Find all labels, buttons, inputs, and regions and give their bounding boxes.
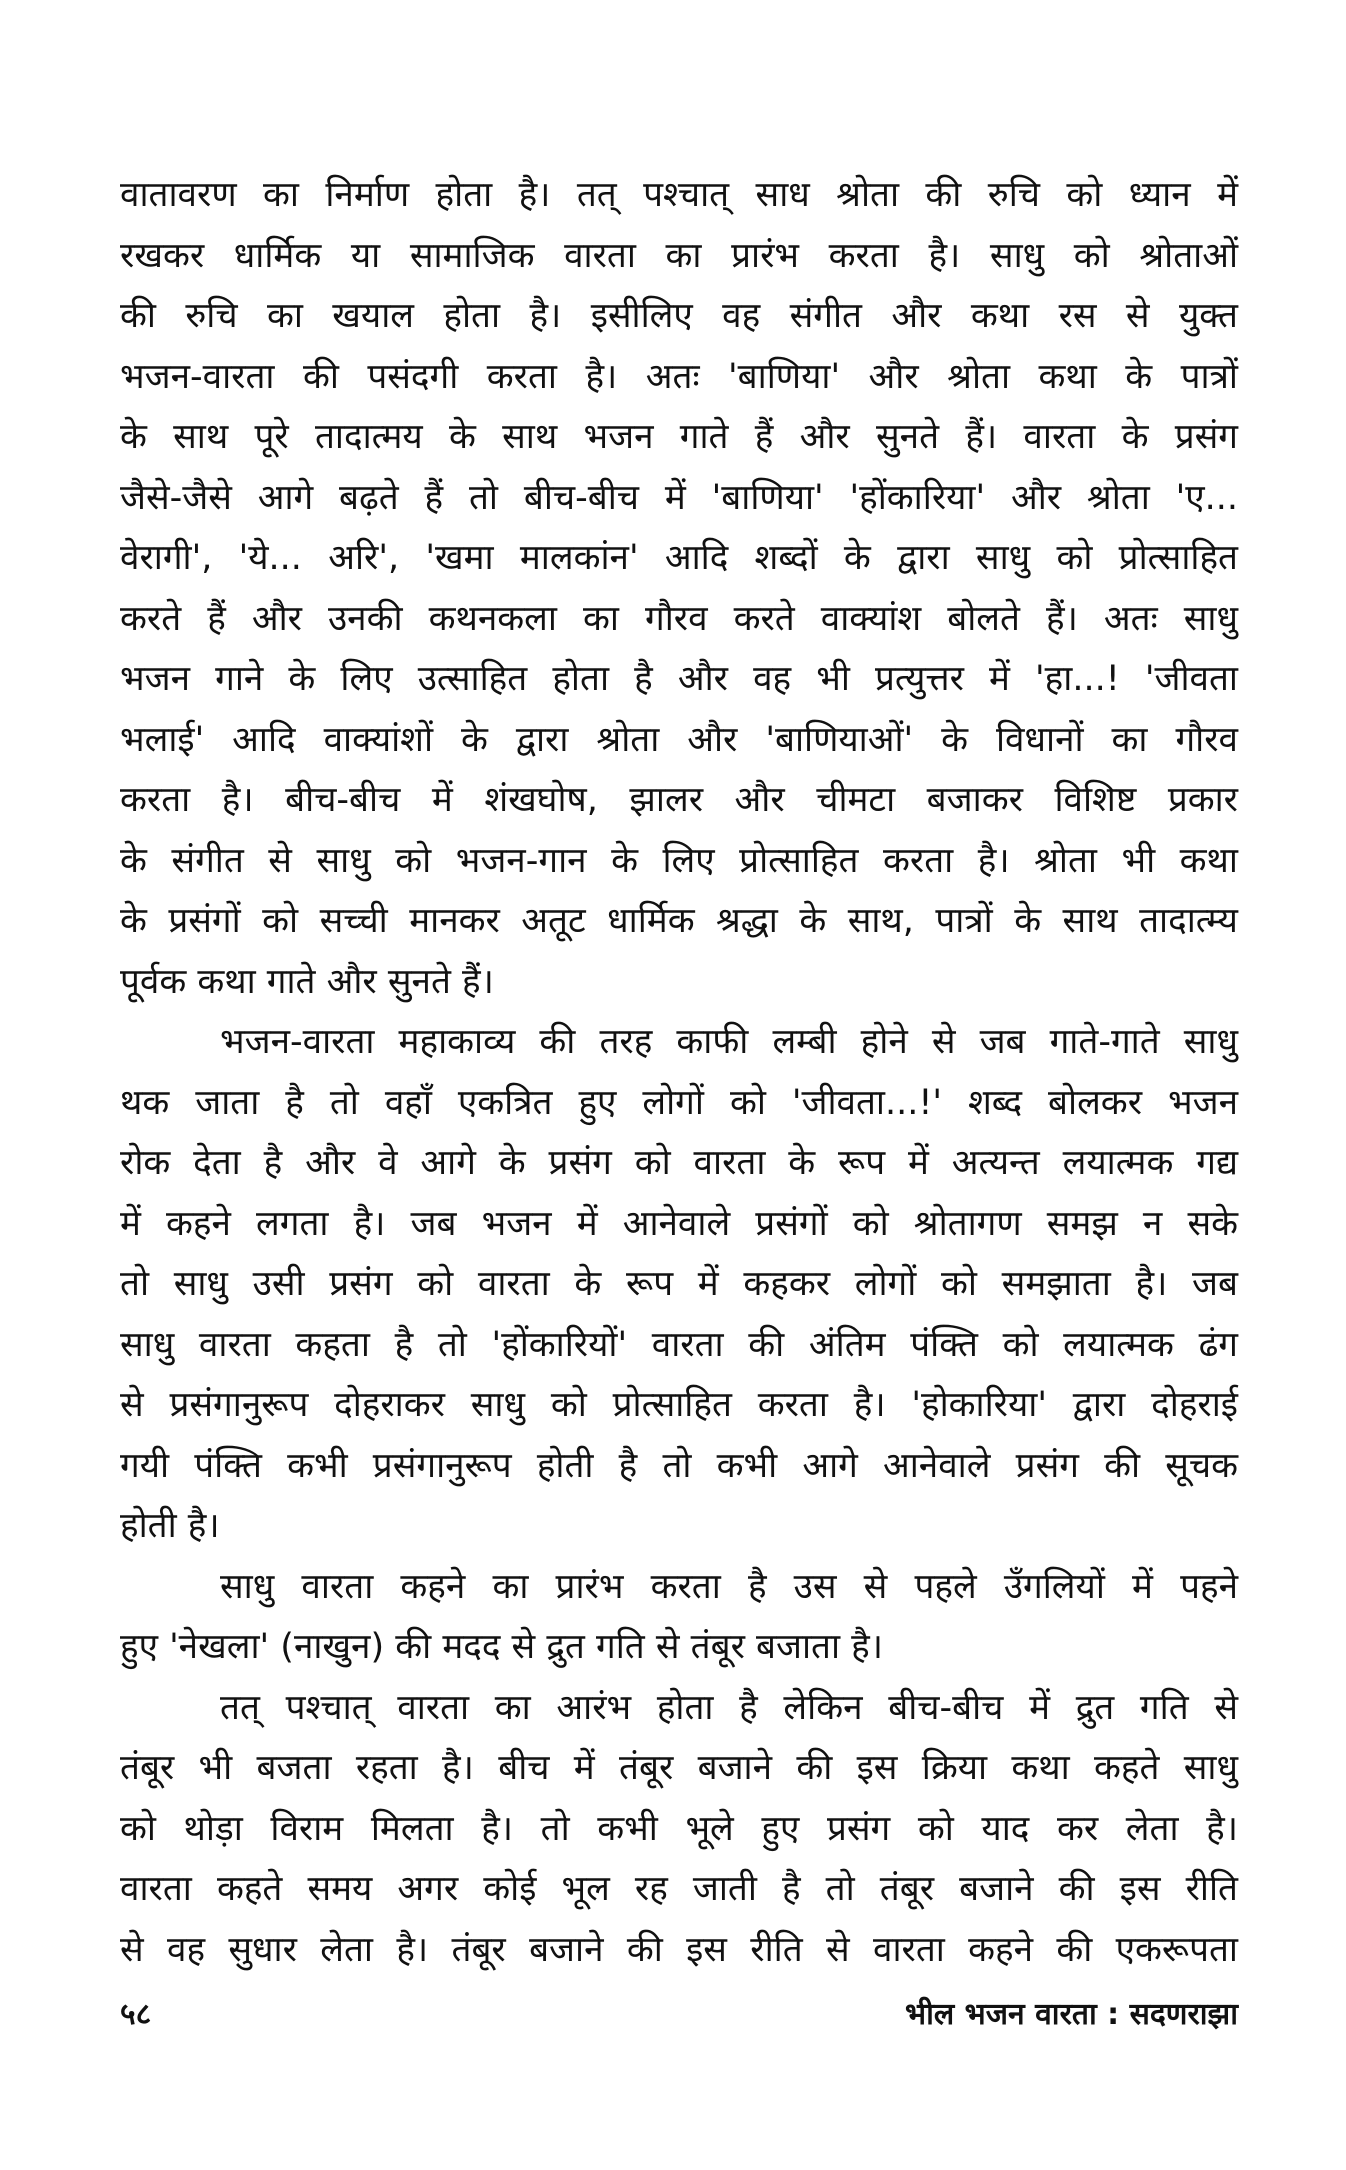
page-footer	[120, 1990, 1238, 2040]
text-line: के साथ पूरे तादात्मय के साथ भजन गाते हैं और सुनते हैं। वारता के प्रसंग	[120, 417, 1238, 457]
page-number: ५८	[120, 1997, 152, 2032]
text-line: की रुचि का खयाल होता है। इसीलिए वह संगीत और कथा रस से युक्त	[120, 296, 1238, 336]
text-line: वातावरण का निर्माण होता है। तत् पश्चात् साध श्रोता की रुचि को ध्यान में	[120, 175, 1238, 215]
text-line: गयी पंक्ति कभी प्रसंगानुरूप होती है तो कभी आगे आनेवाले प्रसंग की सूचक	[120, 1445, 1238, 1486]
text-line: भजन-वारता महाकाव्य की तरह काफी लम्बी होने से जब गाते-गाते साधु	[220, 1022, 1238, 1062]
text-line: तत् पश्चात् वारता का आरंभ होता है लेकिन बीच-बीच में द्रुत गति से	[220, 1687, 1238, 1728]
text-line: रोक देता है और वे आगे के प्रसंग को वारता के रूप में अत्यन्त लयात्मक गद्य	[120, 1143, 1238, 1183]
text-line: के प्रसंगों को सच्ची मानकर अतूट धार्मिक श्रद्धा के साथ, पात्रों के साथ तादात्म्य	[120, 901, 1238, 941]
text-line: वेरागी', 'ये... अरि', 'खमा मालकांन' आदि शब्दों के द्वारा साधु को प्रोत्साहित	[120, 538, 1238, 578]
text-line: साधु वारता कहता है तो 'होंकारियों' वारता की अंतिम पंक्ति को लयात्मक ढंग	[120, 1324, 1238, 1365]
text-line: के संगीत से साधु को भजन-गान के लिए प्रोत्साहित करता है। श्रोता भी कथा	[120, 840, 1238, 881]
body-text	[120, 165, 1238, 1980]
text-line: से प्रसंगानुरूप दोहराकर साधु को प्रोत्साहित करता है। 'होकारिया' द्वारा दोहराई	[120, 1385, 1238, 1425]
text-line: होती है।	[120, 1506, 220, 1546]
running-title: भील भजन वारता : सदणराझा	[905, 1997, 1238, 2032]
text-line: वारता कहते समय अगर कोई भूल रह जाती है तो तंबूर बजाने की इस रीति	[120, 1869, 1238, 1909]
text-line: भजन-वारता की पसंदगी करता है। अतः 'बाणिया' और श्रोता कथा के पात्रों	[120, 356, 1238, 397]
text-line: साधु वारता कहने का प्रारंभ करता है उस से पहले उँगलियों में पहने	[220, 1566, 1238, 1607]
text-line: तो साधु उसी प्रसंग को वारता के रूप में कहकर लोगों को समझाता है। जब	[120, 1264, 1238, 1304]
text-line: भलाई' आदि वाक्यांशों के द्वारा श्रोता और 'बाणियाओं' के विधानों का गौरव	[120, 719, 1238, 760]
text-line: रखकर धार्मिक या सामाजिक वारता का प्रारंभ करता है। साधु को श्रोताओं	[120, 235, 1238, 276]
text-line: थक जाता है तो वहाँ एकत्रित हुए लोगों को 'जीवता...!' शब्द बोलकर भजन	[120, 1082, 1238, 1123]
text-line: करते हैं और उनकी कथनकला का गौरव करते वाक्यांश बोलते हैं। अतः साधु	[120, 598, 1238, 639]
text-line: में कहने लगता है। जब भजन में आनेवाले प्रसंगों को श्रोतागण समझ न सके	[120, 1203, 1238, 1244]
text-line: हुए 'नेखला' (नाखुन) की मदद से द्रुत गति से तंबूर बजाता है।	[120, 1627, 884, 1667]
text-line: को थोड़ा विराम मिलता है। तो कभी भूले हुए प्रसंग को याद कर लेता है।	[120, 1808, 1238, 1849]
text-line: भजन गाने के लिए उत्साहित होता है और वह भी प्रत्युत्तर में 'हा...! 'जीवता	[120, 659, 1238, 699]
text-line: से वह सुधार लेता है। तंबूर बजाने की इस रीति से वारता कहने की एकरूपता	[120, 1929, 1238, 1970]
text-line: करता है। बीच-बीच में शंखघोष, झालर और चीमटा बजाकर विशिष्ट प्रकार	[120, 780, 1238, 820]
text-line: जैसे-जैसे आगे बढ़ते हैं तो बीच-बीच में 'बाणिया' 'होंकारिया' और श्रोता 'ए...	[120, 477, 1238, 518]
text-line: तंबूर भी बजता रहता है। बीच में तंबूर बजाने की इस क्रिया कथा कहते साधु	[120, 1748, 1238, 1788]
text-line: पूर्वक कथा गाते और सुनते हैं।	[120, 961, 494, 1002]
